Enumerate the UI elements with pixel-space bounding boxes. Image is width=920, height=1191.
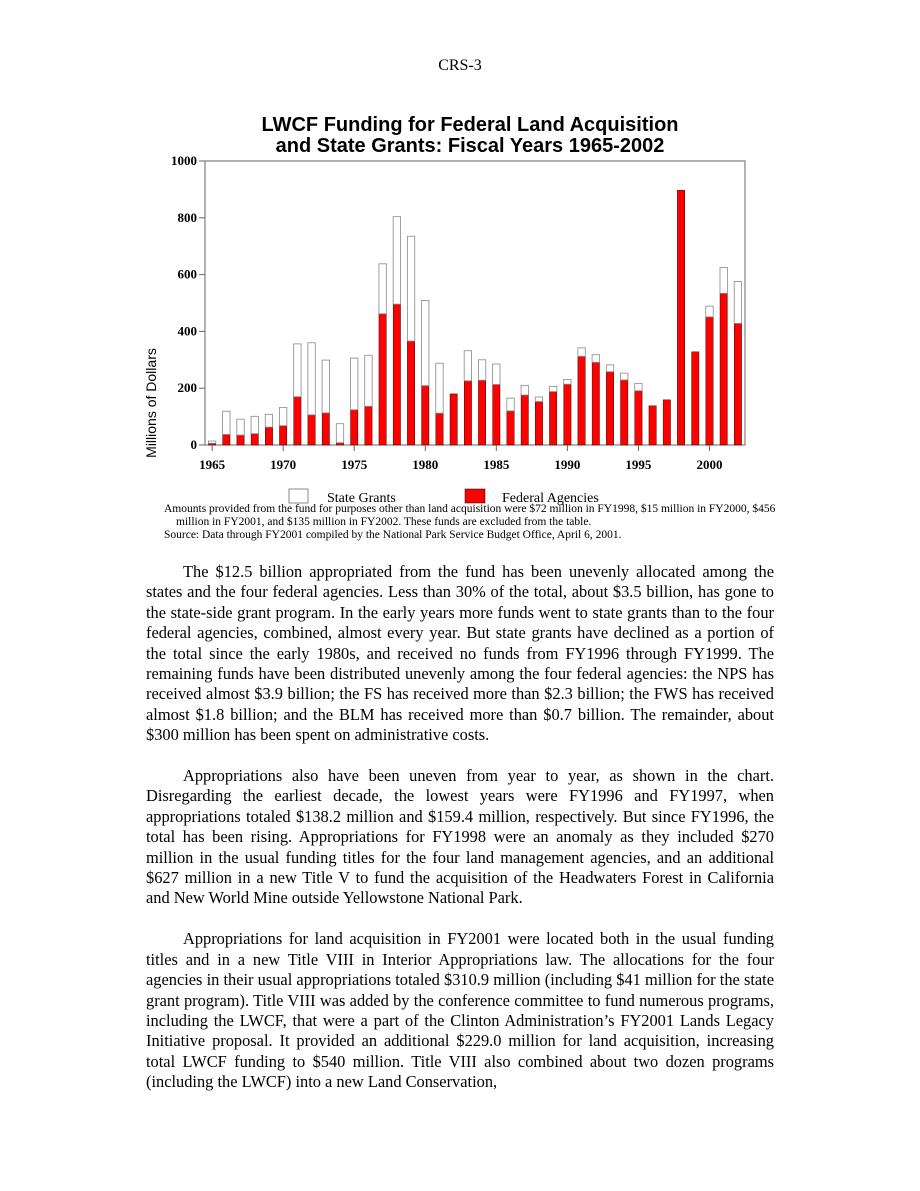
federal-bar-1984: [478, 380, 485, 445]
state-bar-1987: [521, 385, 528, 395]
state-bar-2000: [706, 306, 713, 317]
federal-bar-1981: [436, 413, 443, 445]
federal-bar-1971: [294, 397, 301, 445]
federal-bar-1997: [663, 400, 670, 445]
lwcf-funding-chart: [0, 100, 920, 506]
state-bar-1966: [223, 411, 230, 434]
state-bar-1984: [478, 360, 485, 380]
federal-bar-1996: [649, 406, 656, 445]
federal-bar-1990: [564, 384, 571, 445]
federal-bar-1982: [450, 394, 457, 445]
state-bar-2001: [720, 268, 727, 294]
federal-bar-1995: [635, 391, 642, 445]
x-tick-label-1970: 1970: [270, 457, 297, 472]
y-axis-label: Millions of Dollars: [143, 348, 159, 458]
chart-title-line-2: and State Grants: Fiscal Years 1965-2002: [275, 135, 665, 157]
federal-bar-1999: [692, 352, 699, 445]
state-bar-1965: [208, 441, 215, 443]
federal-bar-1970: [279, 426, 286, 445]
state-bar-1973: [322, 360, 329, 413]
x-tick-label-1975: 1975: [341, 457, 368, 472]
federal-bar-1992: [592, 362, 599, 445]
paragraph-2: Appropriations also have been uneven from year to year, as shown in the chart. Disregarding the earliest decade, the lowest years were FY1996 and FY1997, when appropriations totaled $138.2 million and $159.4 million, respectively. But since FY1996, the total has been rising. Appropriations for FY1998 were an anomaly as they included $270 million in the usual funding titles for the four land management agencies, and an additional $627 million in a new Title V to fund the acquisition of the Headwaters Forest in California and New World Mine outside Yellowstone National Park.: [146, 766, 774, 908]
state-bar-1991: [578, 348, 585, 357]
legend-federal-swatch: [465, 489, 485, 503]
source-note: Source: Data through FY2001 compiled by the National Park Service Budget Office, April 6, 2001.: [164, 529, 622, 541]
federal-bar-1979: [407, 341, 414, 445]
x-tick-label-2000: 2000: [696, 457, 723, 472]
state-bar-1993: [606, 365, 613, 372]
federal-bar-1976: [365, 406, 372, 445]
federal-bar-1969: [265, 427, 272, 445]
legend-state-label: State Grants: [327, 491, 396, 506]
state-bar-1980: [422, 300, 429, 385]
y-tick-label-400: 400: [177, 323, 197, 339]
state-bar-1990: [564, 379, 571, 384]
state-bar-2002: [734, 281, 741, 323]
state-bar-1986: [507, 398, 514, 411]
federal-bar-1983: [464, 381, 471, 445]
state-bar-1971: [294, 344, 301, 397]
state-bar-1978: [393, 217, 400, 304]
y-tick-label-0: 0: [190, 437, 197, 452]
federal-bar-1986: [507, 411, 514, 445]
amounts-note: Amounts provided from the fund for purposes other than land acquisition were $72 million in FY1998, $15 million in FY2000, $456 million in FY2001, and $135 million in FY2002. These funds are excluded from the table.: [164, 503, 776, 528]
state-bar-1985: [493, 364, 500, 384]
state-bar-1970: [279, 408, 286, 426]
state-bar-1983: [464, 351, 471, 381]
y-tick-label-1000: 1000: [171, 153, 197, 168]
legend-state-swatch: [289, 489, 308, 503]
state-bar-1989: [549, 386, 556, 391]
federal-bar-1975: [351, 410, 358, 445]
state-bar-1976: [365, 355, 372, 406]
federal-bar-1988: [535, 402, 542, 445]
x-tick-label-1985: 1985: [483, 457, 510, 472]
y-tick-label-200: 200: [177, 380, 197, 396]
x-tick-label-1980: 1980: [412, 457, 439, 472]
federal-bar-1967: [237, 435, 244, 445]
y-tick-label-600: 600: [177, 266, 197, 282]
state-bar-1981: [436, 363, 443, 413]
federal-bar-1966: [223, 434, 230, 445]
x-tick-label-1965: 1965: [199, 457, 226, 472]
state-bar-1977: [379, 264, 386, 314]
federal-bar-1980: [422, 386, 429, 445]
federal-bar-1987: [521, 395, 528, 445]
federal-bar-1968: [251, 434, 258, 445]
state-bar-1994: [621, 373, 628, 380]
federal-bar-1994: [621, 380, 628, 445]
federal-bar-1977: [379, 314, 386, 445]
state-bar-1988: [535, 397, 542, 402]
state-bar-1967: [237, 419, 244, 435]
body-text: [146, 562, 774, 1093]
state-bar-1972: [308, 343, 315, 415]
state-bar-1975: [351, 358, 358, 410]
state-bar-1969: [265, 414, 272, 427]
federal-bar-2000: [706, 317, 713, 445]
federal-bar-1993: [606, 372, 613, 445]
page-header: CRS-3: [438, 57, 482, 74]
state-bar-1979: [407, 236, 414, 341]
federal-bar-1989: [549, 392, 556, 445]
state-bar-1974: [336, 424, 343, 443]
chart-note: [164, 503, 784, 542]
federal-bar-2002: [734, 323, 741, 445]
x-tick-label-1995: 1995: [625, 457, 652, 472]
federal-bar-1978: [393, 304, 400, 445]
federal-bar-1998: [677, 190, 684, 445]
chart-title-line-1: LWCF Funding for Federal Land Acquisition: [261, 114, 679, 136]
x-tick-label-1990: 1990: [554, 457, 581, 472]
state-bar-1968: [251, 416, 258, 433]
paragraph-3: Appropriations for land acquisition in FY2001 were located both in the usual funding titles and in a new Title VIII in Interior Appropriations law. The allocations for the four agencies in their usual appropriations totaled $310.9 million (including $41 million for the state grant program). Title VIII was added by the conference committee to fund numerous programs, including the LWCF, that were a part of the Clinton Administration’s FY2001 Lands Legacy Initiative proposal. It provided an additional $229.0 million for land acquisition, increasing total LWCF funding to $540 million. Title VIII also combined about two dozen programs (including the LWCF) into a new Land Conservation,: [146, 929, 774, 1092]
federal-bar-1991: [578, 356, 585, 445]
federal-bar-2001: [720, 293, 727, 445]
legend-federal-label: Federal Agencies: [502, 491, 599, 506]
federal-bar-1972: [308, 415, 315, 445]
paragraph-1: The $12.5 billion appropriated from the fund has been unevenly allocated among the states and the four federal agencies. Less than 30% of the total, about $3.5 billion, has gone to the state-side grant program. In the early years more funds went to state grants than to the four federal agencies, combined, almost every year. But state grants have declined as a portion of the total since the early 1980s, and received no funds from FY1996 through FY1999. The remaining funds have been distributed unevenly among the four federal agencies: the NPS has received almost $3.9 billion; the FS has received more than $2.3 billion; the FWS has received almost $1.8 billion; and the BLM has received more than $0.7 billion. The remainder, about $300 million has been spent on administrative costs.: [146, 562, 774, 745]
federal-bar-1973: [322, 413, 329, 445]
y-tick-label-800: 800: [177, 209, 197, 225]
federal-bar-1985: [493, 385, 500, 445]
state-bar-1992: [592, 355, 599, 363]
state-bar-1995: [635, 383, 642, 390]
